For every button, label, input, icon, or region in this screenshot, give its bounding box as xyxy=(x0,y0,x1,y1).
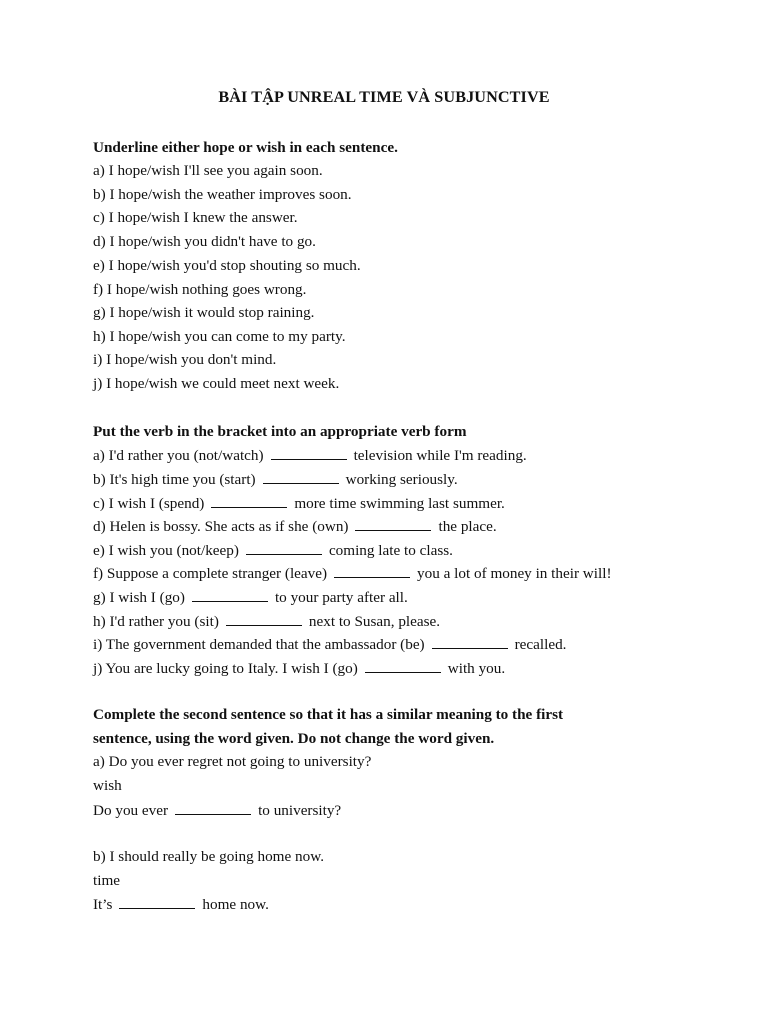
item-continuation: recalled. xyxy=(514,636,567,653)
list-item: d) I hope/wish you didn't have to go. xyxy=(93,233,316,250)
item-continuation: more time swimming last summer. xyxy=(294,495,505,512)
item-prompt: h) I'd rather you (sit) xyxy=(93,613,219,630)
item-prompt: e) I wish you (not/keep) xyxy=(93,542,239,559)
item-sentence: a) Do you ever regret not going to university? xyxy=(93,753,372,770)
list-item: j) I hope/wish we could meet next week. xyxy=(93,375,340,392)
list-item: i) I hope/wish you don't mind. xyxy=(93,351,277,368)
list-item: h) I hope/wish you can come to my party. xyxy=(93,328,346,345)
item-continuation: coming late to class. xyxy=(328,542,453,559)
rewrite-start: It’s xyxy=(93,896,113,913)
item-continuation: the place. xyxy=(438,518,497,535)
item-continuation: next to Susan, please. xyxy=(308,613,441,630)
answer-blank[interactable] xyxy=(175,800,251,815)
item-prompt: g) I wish I (go) xyxy=(93,589,185,606)
exercise-item xyxy=(93,611,440,632)
item-prompt: a) I'd rather you (not/watch) xyxy=(93,447,264,464)
item-continuation: you a lot of money in their will! xyxy=(417,565,612,582)
exercise-item xyxy=(93,563,612,584)
rewrite-line xyxy=(93,894,269,915)
rewrite-line xyxy=(93,800,341,821)
answer-blank[interactable] xyxy=(432,634,508,649)
answer-blank[interactable] xyxy=(192,587,268,602)
item-sentence: b) I should really be going home now. xyxy=(93,848,325,865)
list-item: f) I hope/wish nothing goes wrong. xyxy=(93,281,307,298)
list-item: b) I hope/wish the weather improves soon. xyxy=(93,186,352,203)
answer-blank[interactable] xyxy=(355,516,431,531)
item-continuation: with you. xyxy=(447,660,506,677)
answer-blank[interactable] xyxy=(211,493,287,508)
section1-heading: Underline either hope or wish in each sentence. xyxy=(93,139,398,156)
item-continuation: working seriously. xyxy=(345,471,458,488)
item-prompt: j) You are lucky going to Italy. I wish I (go) xyxy=(93,660,358,677)
item-prompt: d) Helen is bossy. She acts as if she (own) xyxy=(93,518,349,535)
answer-blank[interactable] xyxy=(271,445,347,460)
item-prompt: i) The government demanded that the ambassador (be) xyxy=(93,636,425,653)
item-prompt: c) I wish I (spend) xyxy=(93,495,205,512)
answer-blank[interactable] xyxy=(119,894,195,909)
answer-blank[interactable] xyxy=(246,540,322,555)
item-continuation: to your party after all. xyxy=(274,589,408,606)
list-item: c) I hope/wish I knew the answer. xyxy=(93,209,298,226)
exercise-item xyxy=(93,587,408,608)
key-word: wish xyxy=(93,777,122,794)
item-prompt: b) It's high time you (start) xyxy=(93,471,256,488)
item-continuation: television while I'm reading. xyxy=(353,447,527,464)
rewrite-end: to university? xyxy=(258,802,342,819)
key-word: time xyxy=(93,872,120,889)
exercise-item xyxy=(93,469,458,490)
list-item: g) I hope/wish it would stop raining. xyxy=(93,304,315,321)
answer-blank[interactable] xyxy=(263,469,339,484)
section3-heading-line1: Complete the second sentence so that it has a similar meaning to the first xyxy=(93,706,564,723)
exercise-item xyxy=(93,516,497,537)
exercise-item xyxy=(93,540,453,561)
answer-blank[interactable] xyxy=(365,658,441,673)
list-item: e) I hope/wish you'd stop shouting so much. xyxy=(93,257,361,274)
answer-blank[interactable] xyxy=(334,563,410,578)
list-item: a) I hope/wish I'll see you again soon. xyxy=(93,162,323,179)
exercise-item xyxy=(93,445,527,466)
answer-blank[interactable] xyxy=(226,611,302,626)
exercise-item xyxy=(93,634,566,655)
rewrite-end: home now. xyxy=(202,896,269,913)
section3-heading-line2: sentence, using the word given. Do not change the word given. xyxy=(93,730,495,747)
exercise-item xyxy=(93,493,505,514)
page-title: BÀI TẬP UNREAL TIME VÀ SUBJUNCTIVE xyxy=(218,88,550,106)
rewrite-start: Do you ever xyxy=(93,802,169,819)
section2-heading: Put the verb in the bracket into an appropriate verb form xyxy=(93,423,467,440)
item-prompt: f) Suppose a complete stranger (leave) xyxy=(93,565,328,582)
exercise-item xyxy=(93,658,505,679)
